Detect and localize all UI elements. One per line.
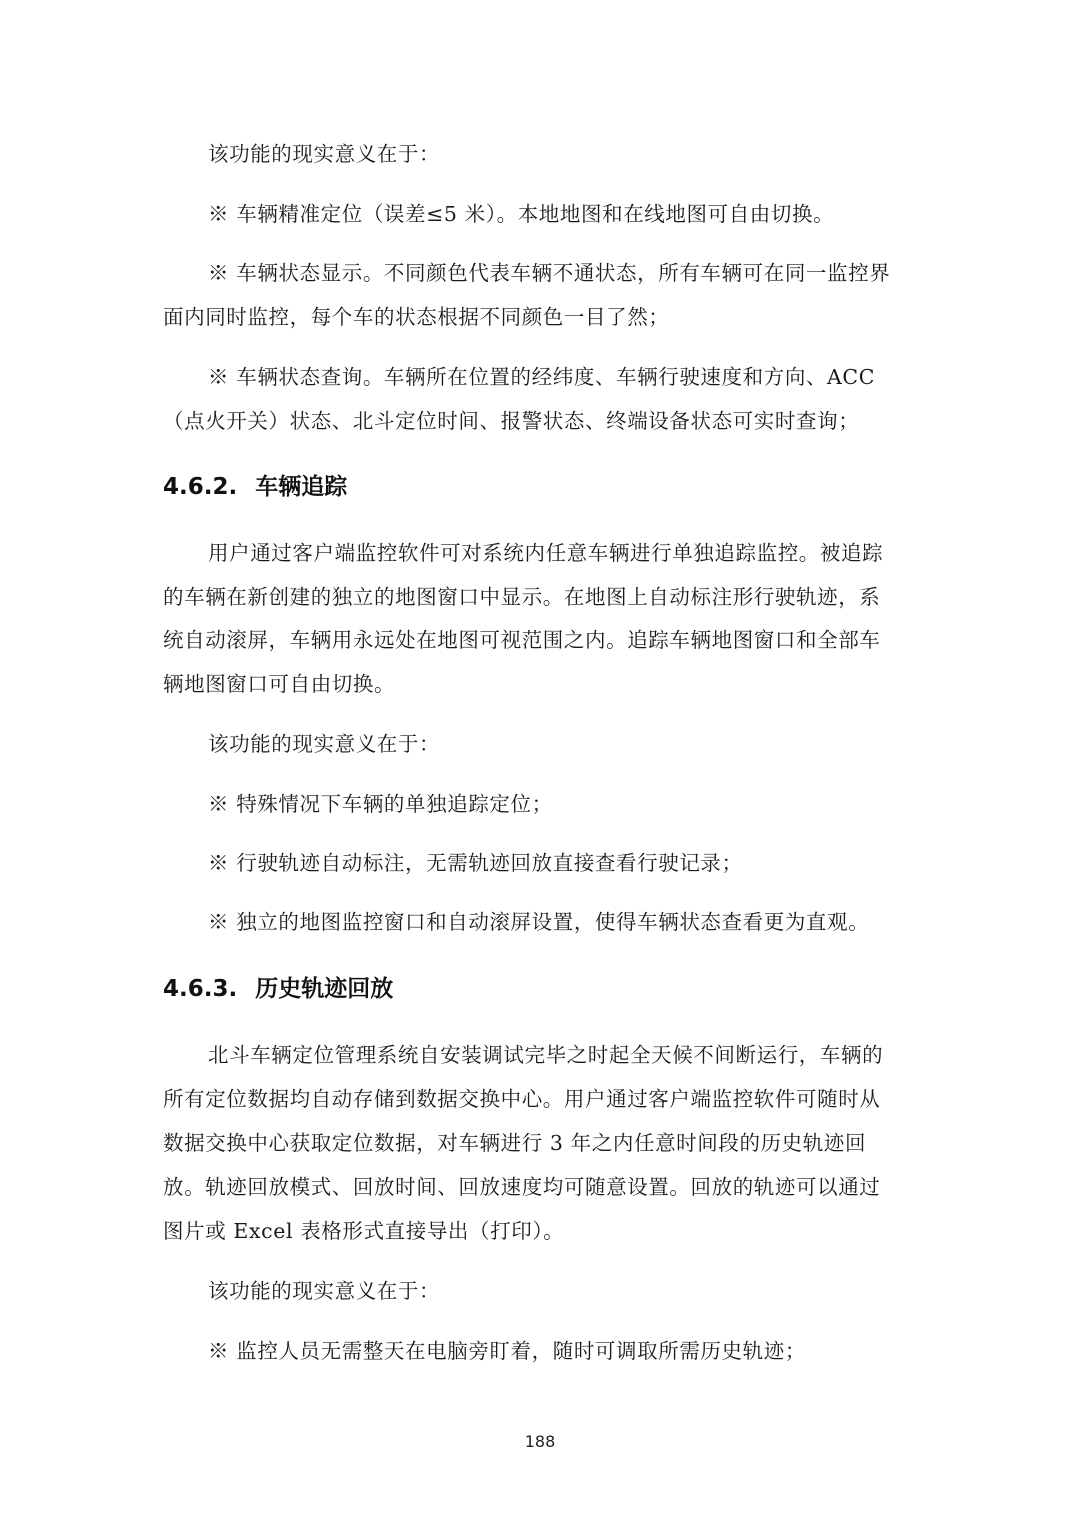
meaning-label: 该功能的现实意义在于： (208, 142, 441, 166)
meaning-label: 该功能的现实意义在于： (208, 1279, 441, 1303)
paragraph-line: （点火开关）状态、北斗定位时间、报警状态、终端设备状态可实时查询； (163, 409, 860, 433)
paragraph-line: 所有定位数据均自动存储到数据交换中心。用户通过客户端监控软件可随时从 (163, 1087, 881, 1111)
bullet-item: ※ 车辆状态查询。车辆所在位置的经纬度、车辆行驶速度和方向、ACC (208, 365, 875, 389)
paragraph-line: 辆地图窗口可自由切换。 (163, 672, 396, 696)
paragraph-line: 的车辆在新创建的独立的地图窗口中显示。在地图上自动标注形行驶轨迹，系 (163, 585, 881, 609)
bullet-item: ※ 特殊情况下车辆的单独追踪定位； (208, 792, 553, 816)
paragraph-line: 统自动滚屏，车辆用永远处在地图可视范围之内。追踪车辆地图窗口和全部车 (163, 628, 881, 652)
section-heading-4-6-2 (163, 471, 347, 503)
section-number: 4.6.2. (163, 474, 238, 500)
paragraph-line: 放。轨迹回放模式、回放时间、回放速度均可随意设置。回放的轨迹可以通过 (163, 1175, 881, 1199)
paragraph-line: 数据交换中心获取定位数据，对车辆进行 3 年之内任意时间段的历史轨迹回 (163, 1131, 867, 1155)
section-number: 4.6.3. (163, 976, 238, 1002)
section-title: 历史轨迹回放 (255, 976, 394, 1002)
bullet-item: ※ 车辆状态显示。不同颜色代表车辆不通状态，所有车辆可在同一监控界 (208, 261, 891, 285)
bullet-item: ※ 车辆精准定位（误差≤5 米）。本地地图和在线地图可自由切换。 (208, 202, 835, 226)
paragraph-line: 北斗车辆定位管理系统自安装调试完毕之时起全天候不间断运行，车辆的 (208, 1043, 884, 1067)
paragraph-line: 图片或 Excel 表格形式直接导出（打印）。 (163, 1219, 565, 1243)
paragraph-line: 用户通过客户端监控软件可对系统内任意车辆进行单独追踪监控。被追踪 (208, 541, 884, 565)
bullet-item: ※ 独立的地图监控窗口和自动滚屏设置，使得车辆状态查看更为直观。 (208, 910, 870, 934)
bullet-item: ※ 监控人员无需整天在电脑旁盯着，随时可调取所需历史轨迹； (208, 1339, 806, 1363)
paragraph-line: 面内同时监控，每个车的状态根据不同颜色一目了然； (163, 305, 670, 329)
bullet-item: ※ 行驶轨迹自动标注，无需轨迹回放直接查看行驶记录； (208, 851, 743, 875)
meaning-label: 该功能的现实意义在于： (208, 732, 441, 756)
page-number: 188 (524, 1432, 556, 1451)
section-heading-4-6-3 (163, 973, 393, 1005)
section-title: 车辆追踪 (255, 474, 348, 500)
